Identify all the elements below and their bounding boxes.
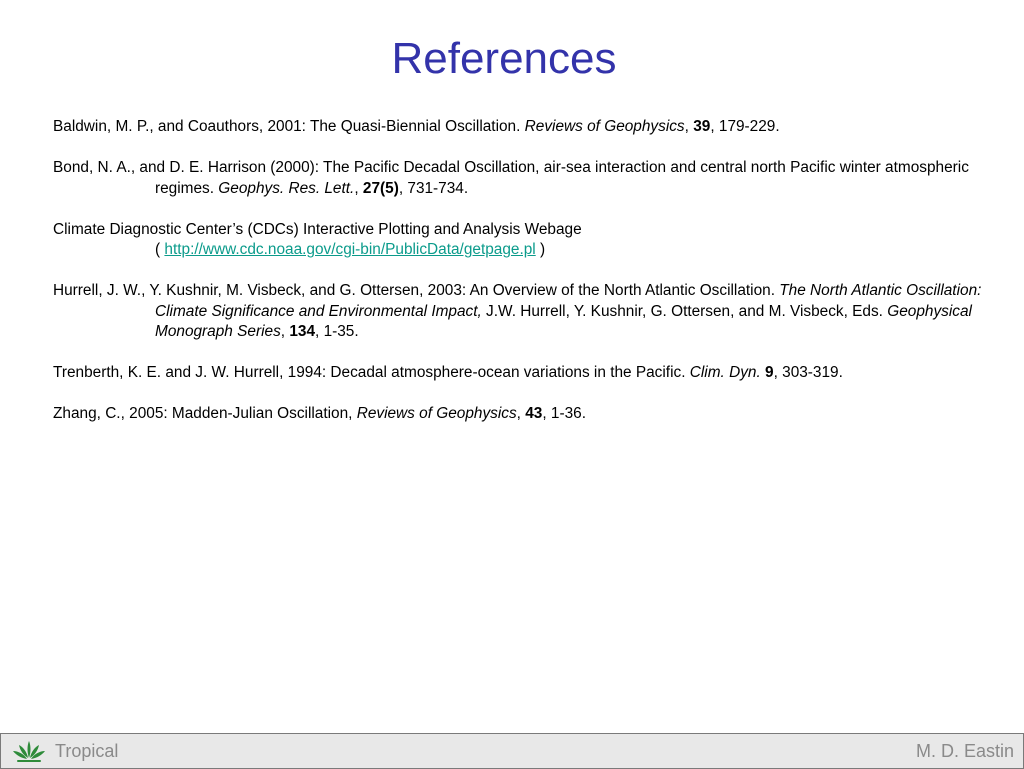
reference-text: , 179-229. [710, 118, 780, 135]
reference-item [53, 363, 983, 384]
reference-text: , [354, 179, 363, 197]
reference-text: ) [535, 241, 546, 258]
reference-link[interactable]: http://www.cdc.noaa.gov/cgi-bin/PublicData/getpage.pl [164, 241, 536, 258]
reference-text: Clim. Dyn. [689, 364, 761, 381]
reference-item [53, 158, 983, 199]
reference-text: , 1-35. [315, 323, 359, 340]
reference-item [53, 281, 983, 343]
footer-course-label: Tropical [55, 741, 119, 761]
reference-text: ( [155, 241, 165, 258]
reference-item [53, 117, 983, 138]
reference-text: Geophysical Monograph Series [155, 302, 972, 340]
reference-text: , 1-36. [542, 405, 586, 422]
reference-text: The North Atlantic Oscillation: Climate Significance and Environmental Impact, [155, 282, 982, 320]
reference-text: 39 [693, 118, 711, 135]
reference-text: Hurrell, J. W., Y. Kushnir, M. Visbeck, and G. Ottersen, 2003: An Overview of the North Atlantic Oscillation. [53, 282, 780, 299]
reference-text: 9 [765, 364, 774, 381]
reference-text: 43 [525, 405, 543, 422]
reference-text: Reviews of Geophysics [356, 405, 517, 422]
reference-text: 134 [289, 323, 316, 340]
reference-text: , [280, 323, 290, 340]
reference-text: Trenberth, K. E. and J. W. Hurrell, 1994: Decadal atmosphere-ocean variations in the Pacific. [53, 364, 690, 381]
slide-title: References [391, 34, 617, 83]
reference-text: Bond, N. A., and D. E. Harrison (2000): The Pacific Decadal Oscillation, air-sea interaction and central north Pacific winter atmospheric regimes. [53, 159, 969, 197]
reference-text: , 303-319. [773, 364, 843, 381]
green-leaf-logo-icon [11, 738, 47, 764]
reference-text: , [684, 118, 694, 135]
reference-list [53, 117, 983, 425]
reference-text: Climate Diagnostic Center’s (CDCs) Interactive Plotting and Analysis Webage [53, 220, 582, 238]
footer-author-label: M. D. Eastin [915, 741, 1014, 761]
reference-item [53, 404, 983, 425]
reference-item [53, 220, 983, 261]
reference-text: Baldwin, M. P., and Coauthors, 2001: The Quasi-Biennial Oscillation. [53, 118, 525, 135]
reference-text: , 731-734. [398, 179, 469, 197]
reference-text: 27(5) [362, 179, 399, 197]
footer-bar [0, 733, 1024, 769]
reference-text: , [516, 405, 526, 422]
reference-text: Geophys. Res. Lett. [218, 179, 355, 197]
reference-text: J.W. Hurrell, Y. Kushnir, G. Ottersen, and M. Visbeck, Eds. [481, 302, 888, 320]
reference-text: Zhang, C., 2005: Madden-Julian Oscillation, [53, 405, 357, 422]
reference-text: Reviews of Geophysics [524, 118, 685, 135]
